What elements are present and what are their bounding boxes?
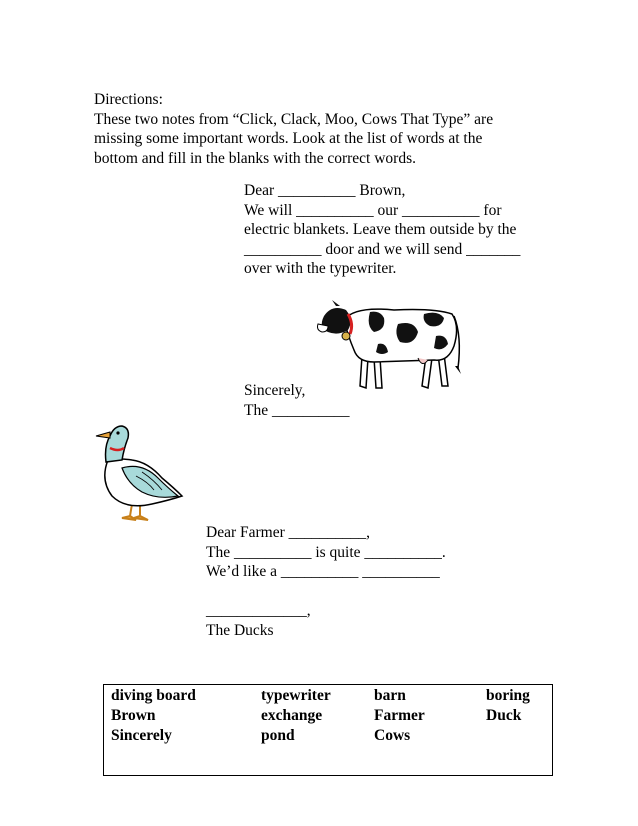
word-bank-item: Sincerely <box>111 727 172 744</box>
word-bank-item: typewriter <box>261 687 331 704</box>
word-bank-item: Brown <box>111 707 156 724</box>
cows-note <box>244 181 564 279</box>
directions-line: These two notes from “Click, Clack, Moo, Cows That Type” are <box>94 110 494 128</box>
word-bank-item: Duck <box>486 707 522 724</box>
ducks-note-line: Dear Farmer __________, <box>206 524 370 541</box>
word-bank-item: exchange <box>261 707 323 724</box>
word-bank-item: Cows <box>374 727 411 744</box>
word-bank-item: Farmer <box>374 707 425 724</box>
directions-block <box>94 90 564 168</box>
word-bank <box>103 684 553 776</box>
directions-line: bottom and fill in the blanks with the correct words. <box>94 149 416 167</box>
spacer <box>206 582 446 602</box>
word-bank-item: boring <box>486 687 530 704</box>
ducks-note-line: The __________ is quite __________. <box>206 543 446 561</box>
ducks-note <box>206 523 446 640</box>
word-bank-item: barn <box>374 687 406 704</box>
ducks-note-closing: _____________, <box>206 602 311 619</box>
directions-heading: Directions: <box>94 91 163 108</box>
cows-note-line: __________ door and we will send _______ <box>244 240 521 258</box>
word-bank-item: pond <box>261 727 295 744</box>
cows-note-signoff <box>244 381 349 420</box>
cows-note-closing: Sincerely, <box>244 382 306 399</box>
cows-note-line: electric blankets. Leave them outside by the <box>244 221 517 238</box>
cows-note-signature: The __________ <box>244 401 350 419</box>
ducks-note-line: We’d like a __________ __________ <box>206 563 440 580</box>
directions-line: missing some important words. Look at the list of words at the <box>94 130 483 147</box>
cows-note-line: over with the typewriter. <box>244 260 397 277</box>
duck-illustration <box>92 416 188 526</box>
ducks-note-signature: The Ducks <box>206 621 274 639</box>
cows-note-line: Dear __________ Brown, <box>244 182 406 199</box>
word-bank-item: diving board <box>111 687 196 704</box>
cows-note-line: We will __________ our __________ for <box>244 201 502 219</box>
